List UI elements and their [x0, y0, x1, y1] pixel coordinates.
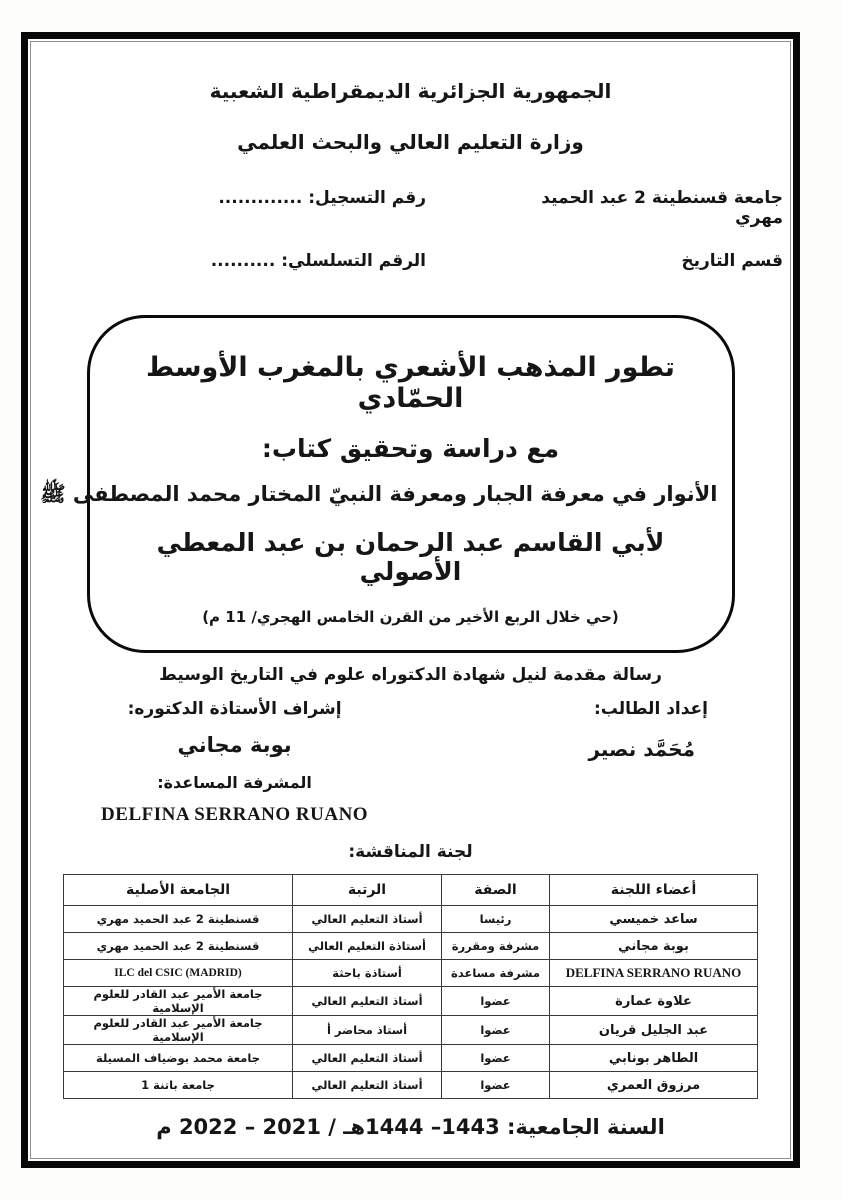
committee-rank-cell: أستاذة التعليم العالي [293, 933, 442, 960]
committee-member-cell: مرزوق العمري [550, 1072, 758, 1099]
edited-book-title: الأنوار في معرفة الجبار ومعرفة النبيّ المختار محمد المصطفى ﷺ [40, 482, 718, 506]
admin-row-2 [28, 251, 793, 271]
preparation-supervision-section [28, 699, 793, 826]
committee-university-cell: جامعة محمد بوضياف المسيلة [64, 1045, 293, 1072]
university-name: جامعة قسنطينة 2 عبد الحميد مهري [541, 188, 783, 228]
committee-role-cell: عضوا [442, 1016, 550, 1045]
table-row [64, 960, 758, 987]
academic-year: السنة الجامعية: 1443– 1444هـ / 2021 – 2022 م [156, 1115, 665, 1139]
committee-role-cell: عضوا [442, 1045, 550, 1072]
thesis-title-box [40, 315, 735, 653]
committee-rank-cell: أستاذة باحثة [293, 960, 442, 987]
government-header [28, 39, 793, 154]
co-supervisor-name: DELFINA SERRANO RUANO [101, 804, 369, 825]
committee-role-cell: عضوا [442, 987, 550, 1016]
thesis-title-study-line: مع دراسة وتحقيق كتاب: [261, 434, 560, 463]
committee-university-cell: جامعة الأمير عبد القادر للعلوم الإسلامية [64, 987, 293, 1016]
book-author-line: لأبي القاسم عبد الرحمان بن عبد المعطي الأصولي [156, 528, 665, 586]
committee-heading: لجنة المناقشة: [348, 842, 473, 862]
admin-row-1 [28, 188, 793, 228]
admin-info [28, 188, 793, 271]
committee-member-cell: بوبة مجاني [550, 933, 758, 960]
committee-member-cell: عبد الجليل قريان [550, 1016, 758, 1045]
page-content [28, 39, 793, 1161]
table-row [64, 1045, 758, 1072]
col-header-rank: الرتبة [293, 875, 442, 906]
co-supervisor-label: المشرفة المساعدة: [157, 773, 312, 792]
col-header-role: الصفة [442, 875, 550, 906]
committee-university-cell: قسنطينة 2 عبد الحميد مهري [64, 933, 293, 960]
thesis-title-main: تطور المذهب الأشعري بالمغرب الأوسط الحمّادي [146, 352, 675, 414]
committee-rank-cell: أستاذ التعليم العالي [293, 906, 442, 933]
student-section-label: إعداد الطالب: [593, 699, 708, 719]
registration-number-field: رقم التسجيل: ............. [218, 188, 426, 208]
committee-table [63, 874, 758, 1099]
table-row [64, 987, 758, 1016]
table-row [64, 933, 758, 960]
col-header-university: الجامعة الأصلية [64, 875, 293, 906]
committee-rank-cell: أستاذ التعليم العالي [293, 1045, 442, 1072]
department-name: قسم التاريخ [681, 251, 783, 271]
committee-rank-cell: أستاذ التعليم العالي [293, 987, 442, 1016]
supervision-column [28, 699, 441, 826]
supervisor-name: بوبة مجاني [177, 733, 292, 757]
committee-role-cell: مشرفة ومقررة [442, 933, 550, 960]
committee-member-cell: علاوة عمارة [550, 987, 758, 1016]
table-header-row [64, 875, 758, 906]
committee-member-cell: ساعد خميسي [550, 906, 758, 933]
author-period-note: (حي خلال الربع الأخير من القرن الخامس الهجري/ 11 م) [202, 608, 619, 626]
page-frame [21, 32, 800, 1168]
committee-role-cell: عضوا [442, 1072, 550, 1099]
committee-member-cell: الطاهر بونابي [550, 1045, 758, 1072]
committee-rank-cell: أستاذ التعليم العالي [293, 1072, 442, 1099]
table-row [64, 906, 758, 933]
student-column [441, 699, 793, 826]
supervisor-section-label: إشراف الأستاذة الدكتوره: [127, 699, 342, 719]
serial-number-field: الرقم التسلسلي: .......... [210, 251, 426, 271]
committee-university-cell: جامعة الأمير عبد القادر للعلوم الإسلامية [64, 1016, 293, 1045]
table-row [64, 1072, 758, 1099]
committee-role-cell: رئيسا [442, 906, 550, 933]
committee-member-cell: DELFINA SERRANO RUANO [550, 960, 758, 987]
committee-university-cell: ILC del CSIC (MADRID) [64, 960, 293, 987]
table-row [64, 1016, 758, 1045]
committee-university-cell: جامعة باتنة 1 [64, 1072, 293, 1099]
committee-university-cell: قسنطينة 2 عبد الحميد مهري [64, 906, 293, 933]
committee-role-cell: مشرفة مساعدة [442, 960, 550, 987]
committee-rank-cell: أستاذ محاضر أ [293, 1016, 442, 1045]
ministry-title: وزارة التعليم العالي والبحث العلمي [237, 130, 584, 154]
col-header-members: أعضاء اللجنة [550, 875, 758, 906]
student-name: مُحَمَّد نصير [588, 737, 695, 761]
republic-title: الجمهورية الجزائرية الديمقراطية الشعبية [209, 79, 612, 103]
degree-statement: رسالة مقدمة لنيل شهادة الدكتوراه علوم في التاريخ الوسيط [159, 665, 662, 685]
